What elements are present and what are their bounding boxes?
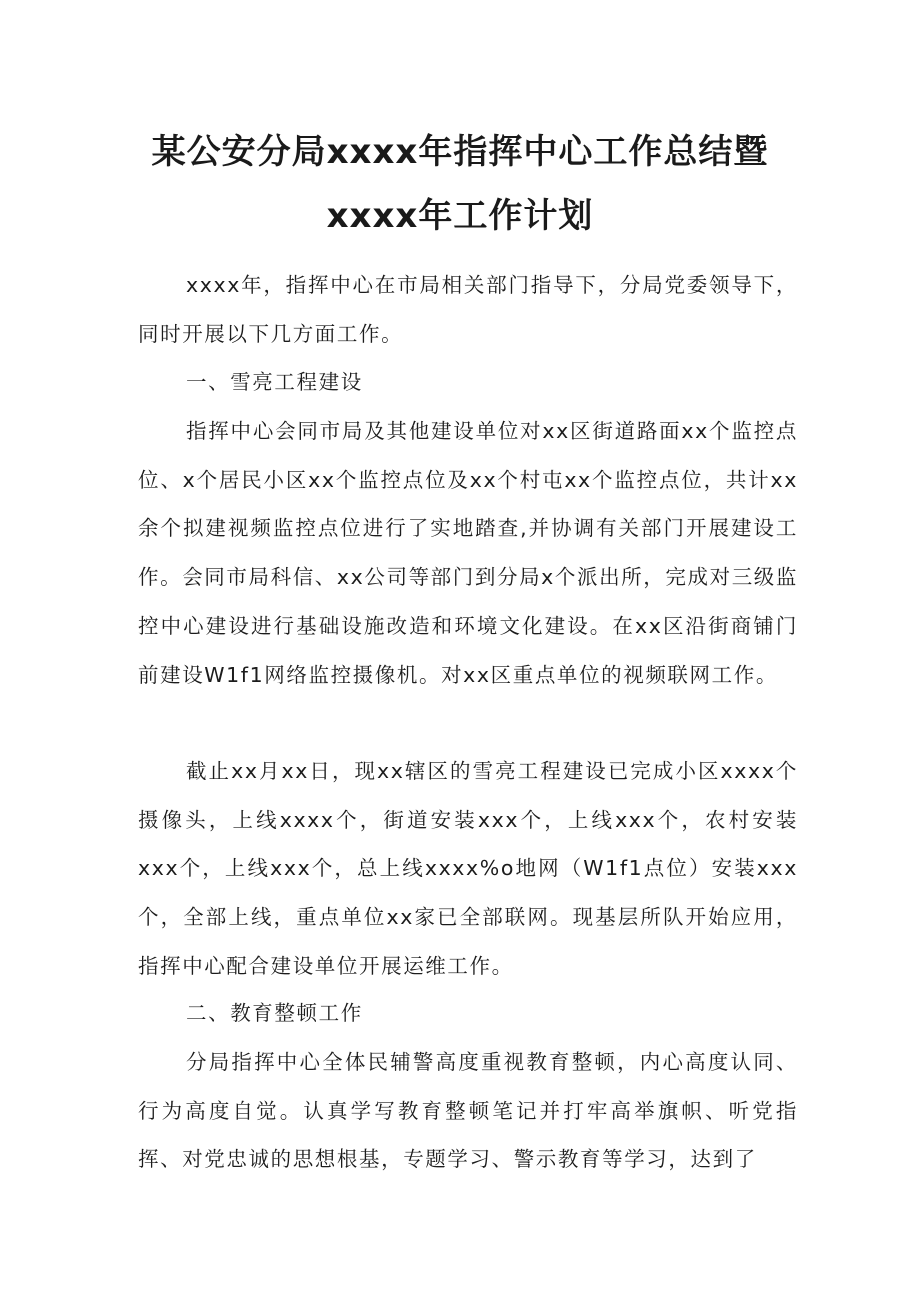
section-2-heading: 二、教育整顿工作 (186, 1001, 363, 1025)
document-title-line-2: xxxx年工作计划 (326, 196, 594, 236)
section-2-paragraph-1: 分局指挥中心全体民辅警高度重视教育整顿，内心高度认同、行为高度自觉。认真学写教育整顿笔记并打牢高举旗帜、听党指挥、对党忠诚的思想根基，专题学习、警示教育等学习，达到了 (138, 1050, 798, 1172)
intro-paragraph: xxxx年，指挥中心在市局相关部门指导下，分局党委领导下，同时开展以下几方面工作。 (138, 273, 798, 346)
section-1-paragraph-2: 截止xx月xx日，现xx辖区的雪亮工程建设已完成小区xxxx个摄像头，上线xxxx个，街道安装xxx个，上线xxx个，农村安装xxx个，上线xxx个，总上线xxxx%o地网（W1f1点位）安装xxx个，全部上线，重点单位xx家已全部联网。现基层所队开始应用，指挥中心配合建设单位开展运维工作。 (138, 759, 798, 978)
document-title-line-1: 某公安分局xxxx年指挥中心工作总结暨 (151, 132, 769, 172)
section-1-heading: 一、雪亮工程建设 (186, 370, 363, 394)
section-1-paragraph-1: 指挥中心会同市局及其他建设单位对xx区街道路面xx个监控点位、x个居民小区xx个监控点位及xx个村屯xx个监控点位，共计xx余个拟建视频监控点位进行了实地踏查,并协调有关部门开展建设工作。会同市局科信、xx公司等部门到分局x个派出所，完成对三级监控中心建设进行基础设施改造和环境文化建设。在xx区沿街商铺门前建设W1f1网络监控摄像机。对xx区重点单位的视频联网工作。 (138, 419, 798, 687)
